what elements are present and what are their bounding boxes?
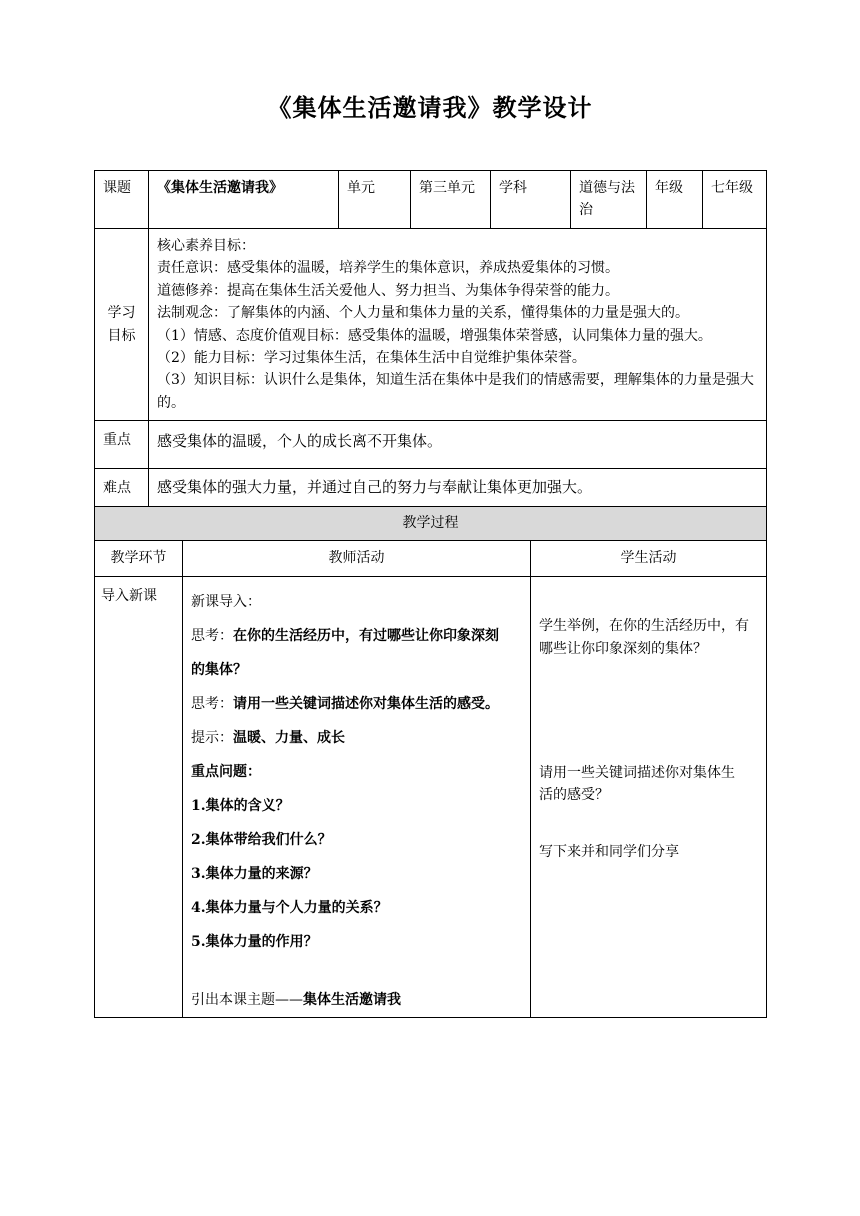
student-line: 写下来并和同学们分享 xyxy=(539,843,679,860)
col-step-header: 教学环节 xyxy=(95,541,183,577)
question-5: 5.集体力量的作用？ xyxy=(191,934,318,951)
grade-label: 年级 xyxy=(647,171,703,229)
key-point-value: 感受集体的温暖，个人的成长离不开集体。 xyxy=(149,421,767,469)
student-line: 活的感受？ xyxy=(539,787,609,804)
goal-line: （2）能力目标：学习过集体生活，在集体生活中自觉维护集体荣誉。 xyxy=(157,349,586,366)
difficulty-label: 难点 xyxy=(95,469,149,507)
lesson-plan-table xyxy=(94,170,766,1018)
process-table xyxy=(94,506,767,1018)
subject-label: 学科 xyxy=(491,171,571,229)
key-point-label: 重点 xyxy=(95,421,149,469)
question-2: 2.集体带给我们什么？ xyxy=(191,832,332,849)
goal-line: 法制观念：了解集体的内涵、个人力量和集体力量的关系，懂得集体的力量是强大的。 xyxy=(157,305,689,322)
goal-line: 道德修养：提高在集体生活关爱他人、努力担当、为集体争得荣誉的能力。 xyxy=(157,282,619,299)
teacher-hint: 提示：温暖、力量、成长 xyxy=(191,730,345,747)
goals-content xyxy=(149,229,767,421)
process-header: 教学过程 xyxy=(95,507,767,541)
unit-label: 单元 xyxy=(339,171,411,229)
teacher-intro: 新课导入： xyxy=(191,594,261,611)
col-student-header: 学生活动 xyxy=(531,541,767,577)
teacher-think-1: 思考：在你的生活经历中，有过哪些让你印象深刻 xyxy=(191,628,499,645)
question-1: 1.集体的含义？ xyxy=(191,798,290,815)
document-title: 《集体生活邀请我》教学设计 xyxy=(267,94,593,122)
col-teacher-header: 教师活动 xyxy=(183,541,531,577)
question-4: 4.集体力量与个人力量的关系？ xyxy=(191,900,388,917)
student-line: 学生举例，在你的生活经历中，有 xyxy=(539,618,749,635)
step-name: 导入新课 xyxy=(95,577,183,1018)
student-line: 请用一些关键词描述你对集体生 xyxy=(539,764,735,781)
goal-line: （1）情感、态度价值观目标：感受集体的温暖，增强集体荣誉感，认同集体力量的强大。 xyxy=(157,327,712,344)
goal-line: （3）知识目标：认识什么是集体，知道生活在集体中是我们的情感需要，理解集体的力量是强大的。 xyxy=(157,372,754,411)
unit-value: 第三单元 xyxy=(411,171,491,229)
goals-label: 学习目标 xyxy=(95,229,149,421)
subject-value: 道德与法治 xyxy=(571,171,647,229)
question-3: 3.集体力量的来源？ xyxy=(191,866,318,883)
student-line: 哪些让你印象深刻的集体？ xyxy=(539,640,707,657)
course-label: 课题 xyxy=(95,171,149,229)
teacher-lead-topic: 引出本课主题——集体生活邀请我 xyxy=(191,992,401,1009)
teacher-key-questions: 重点问题： xyxy=(191,764,261,781)
teacher-think-1-cont: 的集体？ xyxy=(191,662,247,679)
teacher-think-2: 思考：请用一些关键词描述你对集体生活的感受。 xyxy=(191,696,499,713)
difficulty-value: 感受集体的强大力量，并通过自己的努力与奉献让集体更加强大。 xyxy=(149,469,767,507)
goal-line: 责任意识：感受集体的温暖，培养学生的集体意识，养成热爱集体的习惯。 xyxy=(157,260,619,277)
info-table xyxy=(94,170,767,507)
teacher-activity xyxy=(183,577,531,1018)
course-value: 《集体生活邀请我》 xyxy=(149,171,339,229)
student-activity xyxy=(531,577,767,1018)
grade-value: 七年级 xyxy=(703,171,767,229)
goal-line: 核心素养目标： xyxy=(157,238,255,254)
